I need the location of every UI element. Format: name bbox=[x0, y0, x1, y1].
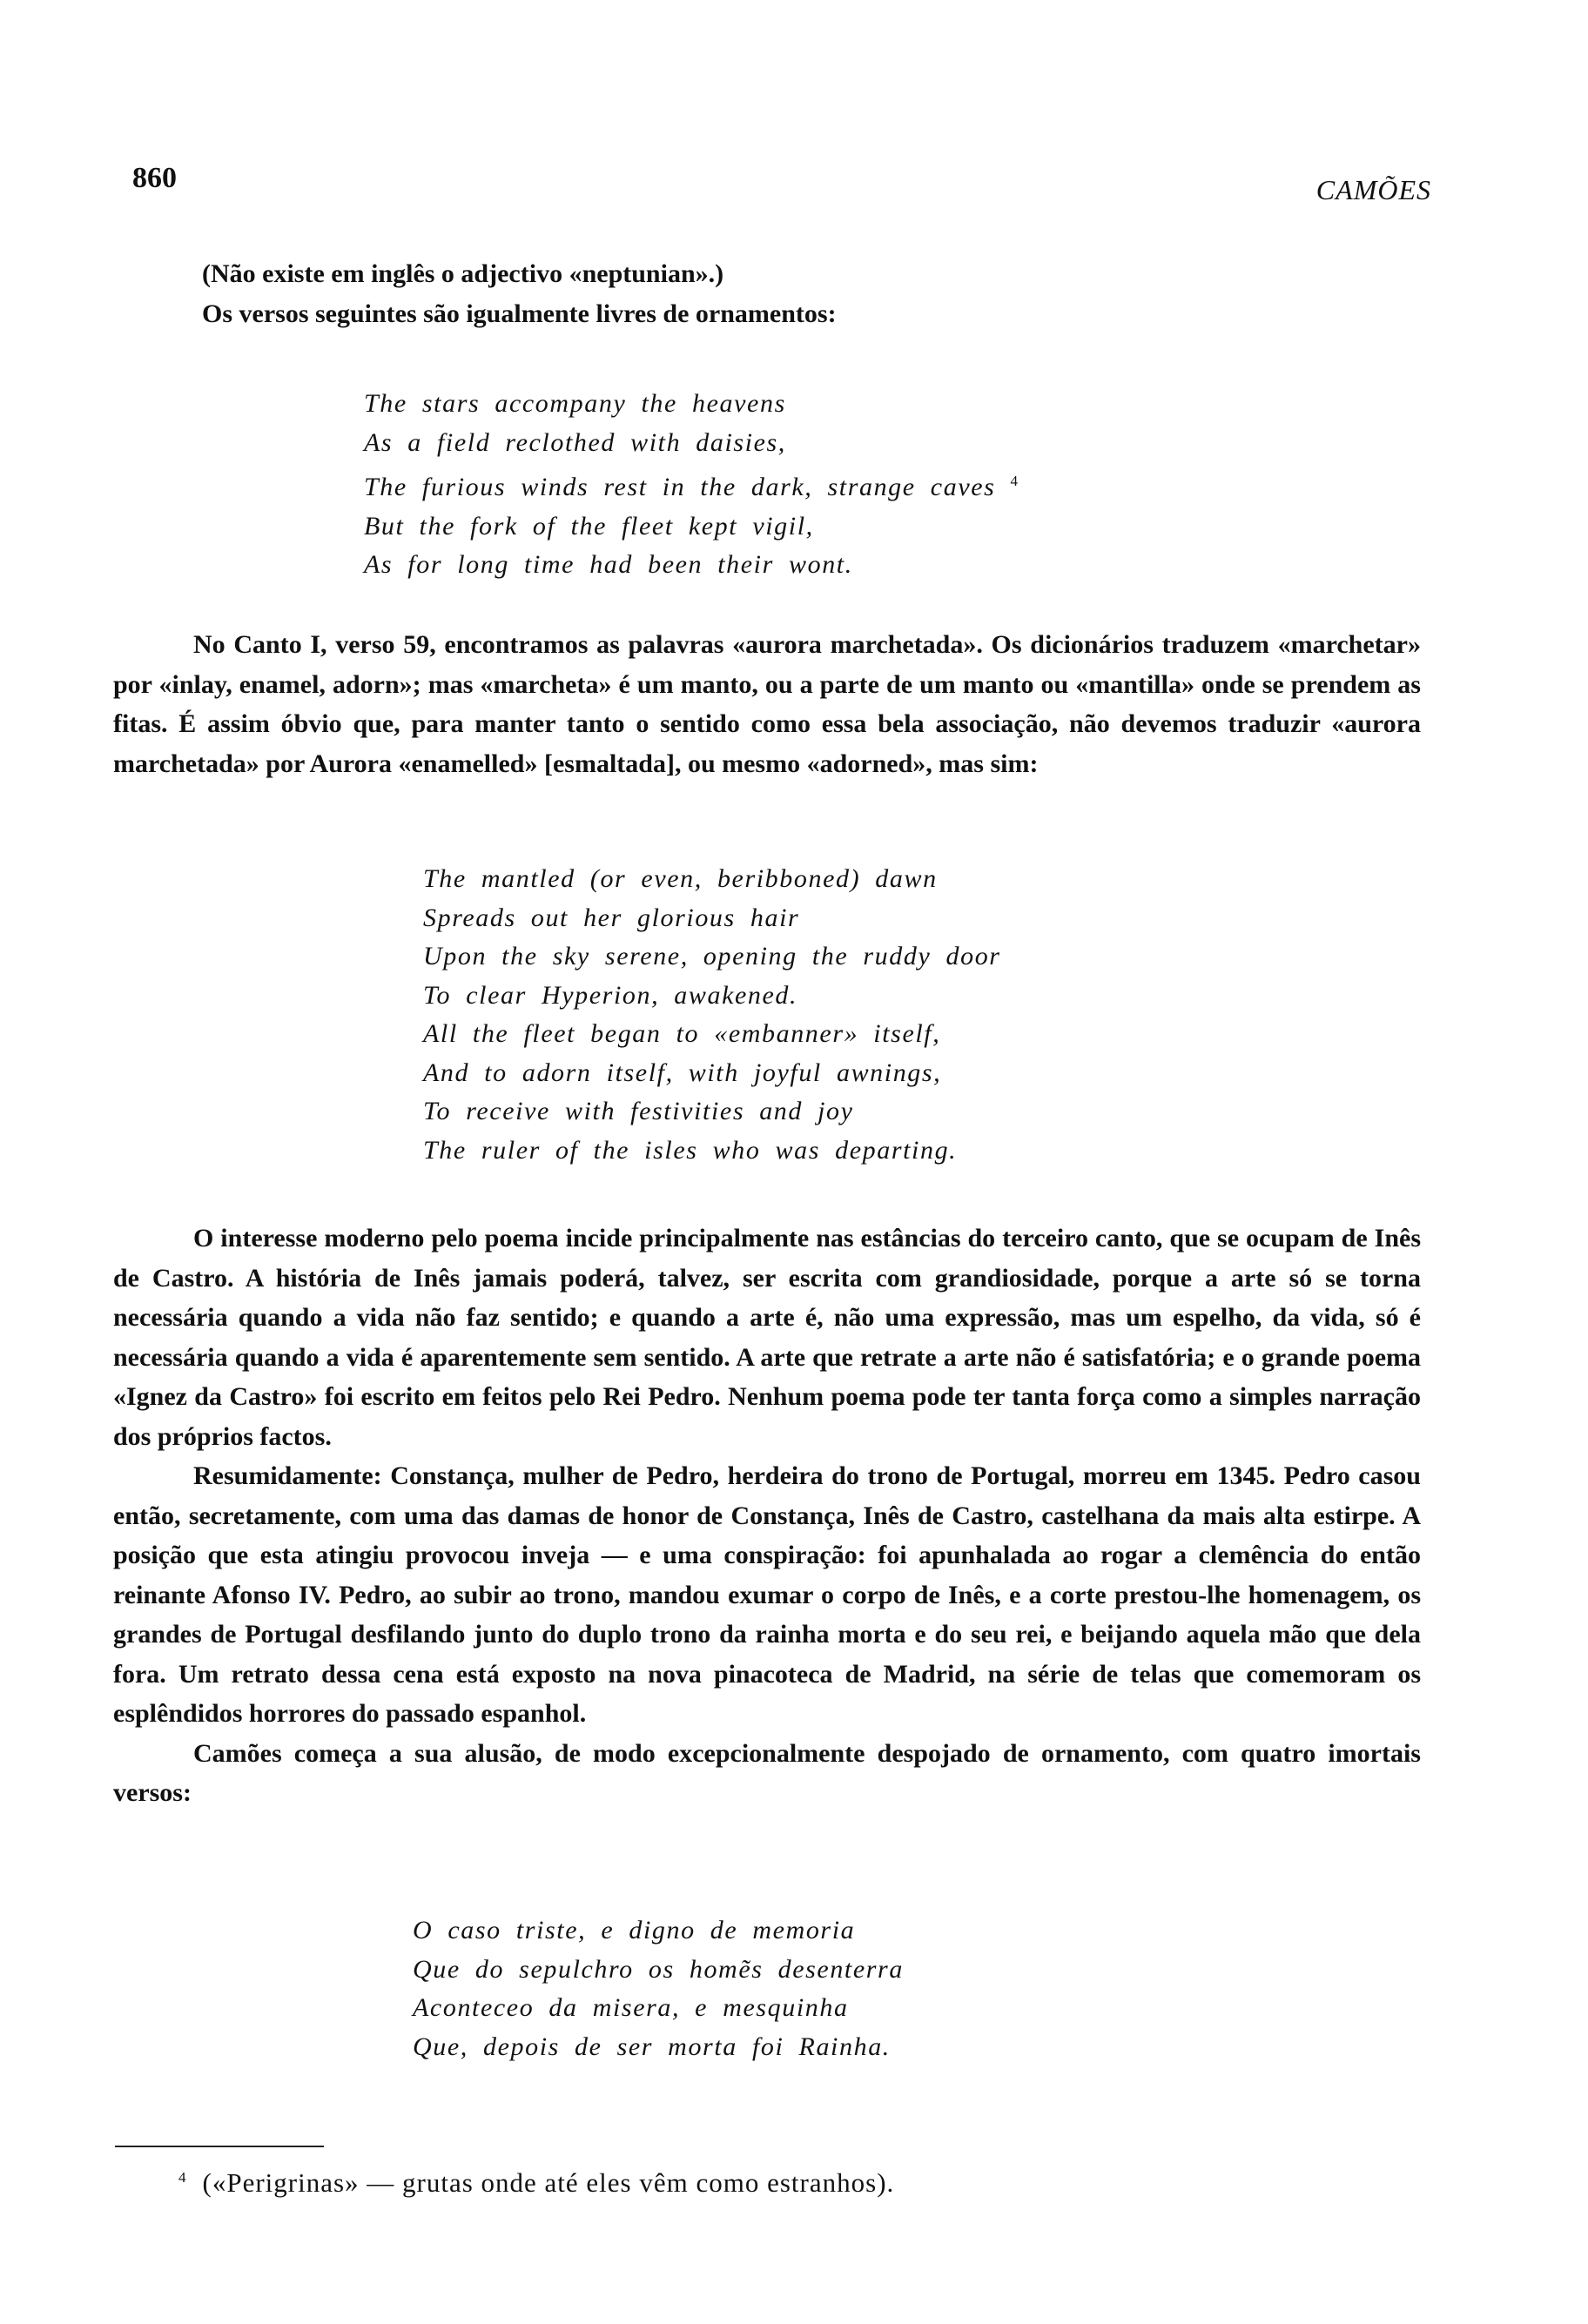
paragraph-1 bbox=[113, 625, 1421, 783]
intro-line-2: Os versos seguintes são igualmente livres de ornamentos: bbox=[202, 299, 837, 328]
verse-line bbox=[364, 462, 1019, 507]
verse-line: Que, depois de ser morta foi Rainha. bbox=[413, 2032, 891, 2061]
verse-block-2 bbox=[423, 860, 1001, 1170]
verse-line: The ruler of the isles who was departing. bbox=[423, 1135, 958, 1165]
paragraph-2: O interesse moderno pelo poema incide principalmente nas estâncias do terceiro canto, que se ocupam de Inês de Castro. A história de Inês jamais poderá, talvez, ser escrita com grandiosidade, porque a arte só se torna necessária quando a vida não faz sentido; e quando a arte é, não uma expressão, mas um espelho, da vida, só é necessária quando a vida é aparentemente sem sentido. A arte que retrate a arte não é satisfatória; e o grande poema «Ignez da Castro» foi escrito em feitos pelo Rei Pedro. Nenhum poema pode ter tanta força como a simples narração dos próprios factos. bbox=[113, 1224, 1421, 1451]
body-block bbox=[113, 1219, 1421, 1813]
intro-block bbox=[202, 254, 1421, 333]
verse-line: The stars accompany the heavens bbox=[364, 389, 786, 418]
verse-line: Aconteceo da misera, e mesquinha bbox=[413, 1993, 849, 2022]
footnote-number: 4 bbox=[178, 2169, 187, 2186]
verse-line: Spreads out her glorious hair bbox=[423, 903, 800, 932]
verse-line: Que do sepulchro os homẽs desenterra bbox=[413, 1954, 904, 1984]
verse-line: To clear Hyperion, awakened. bbox=[423, 980, 798, 1010]
page-number: 860 bbox=[132, 162, 177, 194]
verse-block-3 bbox=[413, 1911, 904, 2066]
verse-line: The mantled (or even, beribboned) dawn bbox=[423, 864, 938, 893]
running-head: CAMÕES bbox=[1315, 174, 1431, 205]
footnote-marker: 4 bbox=[1010, 473, 1019, 489]
verse-line: O caso triste, e digno de memoria bbox=[413, 1916, 856, 1945]
footnote bbox=[178, 2167, 894, 2199]
paragraph-4: Camões começa a sua alusão, de modo excepcionalmente despojado de ornamento, com quatro imortais versos: bbox=[113, 1738, 1421, 1807]
verse-line: As a field reclothed with daisies, bbox=[364, 427, 786, 457]
paragraph-3: Resumidamente: Constança, mulher de Pedro, herdeira do trono de Portugal, morreu em 1345. Pedro casou então, secretamente, com uma das damas de honor de Constança, Inês de Castro, castelhana da mais alta estirpe. A posição que esta atingiu provocou inveja — e uma conspiração: foi apunhalada ao rogar a clemência do então reinante Afonso IV. Pedro, ao subir ao trono, mandou exumar o corpo de Inês, e a corte prestou-lhe homenagem, os grandes de Portugal desfilando junto do duplo trono da rainha morta e do seu rei, e beijando aquela mão que dela fora. Um retrato dessa cena está exposto na nova pinacoteca de Madrid, na série de telas que comemoram os esplêndidos horrores do passado espanhol. bbox=[113, 1461, 1421, 1728]
verse-line: Upon the sky serene, opening the ruddy door bbox=[423, 942, 1001, 971]
verse-line: To receive with festivities and joy bbox=[423, 1097, 854, 1125]
verse-block-1 bbox=[364, 385, 1019, 585]
footnote-text: («Perigrinas» — grutas onde até eles vêm como estranhos). bbox=[202, 2167, 895, 2198]
verse-line: But the fork of the fleet kept vigil, bbox=[364, 511, 814, 541]
intro-line-1: (Não existe em inglês o adjectivo «neptunian».) bbox=[202, 259, 724, 288]
verse-line-text: The furious winds rest in the dark, strange caves bbox=[364, 473, 996, 501]
verse-line: All the fleet began to «embanner» itself, bbox=[423, 1019, 941, 1048]
paragraph-text: No Canto I, verso 59, encontramos as palavras «aurora marchetada». Os dicionários traduzem «marchetar» por «inlay, enamel, adorn»; mas «marcheta» é um manto, ou a parte de um manto ou «mantilla» onde se prendem as fitas. É assim óbvio que, para manter tanto o sentido como essa bela associação, não devemos traduzir «aurora marchetada» por Aurora «enamelled» [esmaltada], ou mesmo «adorned», mas sim: bbox=[113, 630, 1421, 778]
verse-line: As for long time had been their wont. bbox=[364, 550, 853, 579]
verse-line: And to adorn itself, with joyful awnings, bbox=[423, 1058, 942, 1087]
footnote-divider bbox=[115, 2146, 324, 2147]
